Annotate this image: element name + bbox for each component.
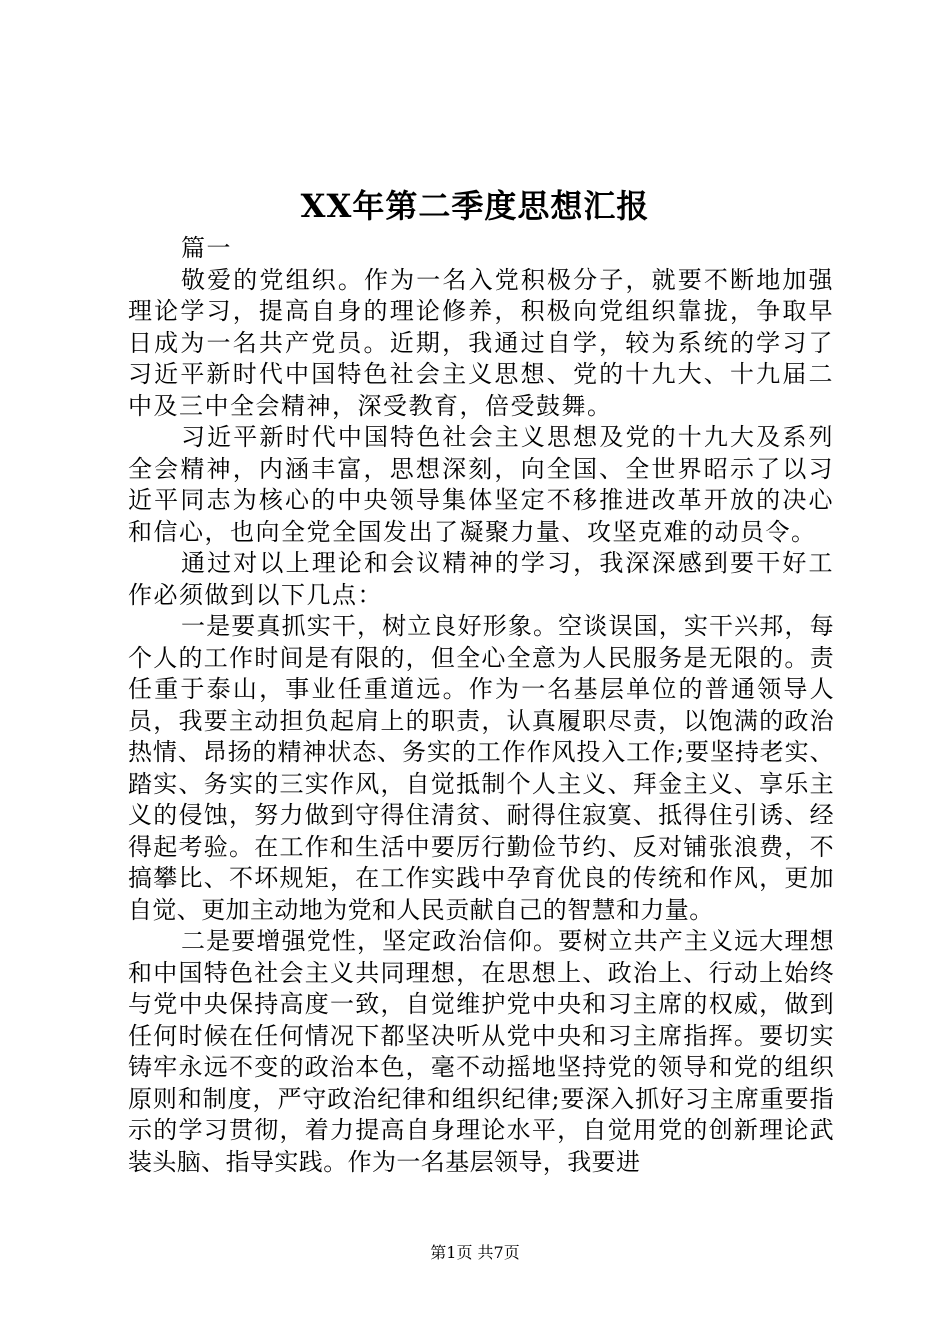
paragraph-thought: 习近平新时代中国特色社会主义思想及党的十九大及系列全会精神，内涵丰富，思想深刻，向全国、全世界昭示了以习近平同志为核心的中央领导集体坚定不移推进改革开放的决心和信心，也向全党全国发出了凝聚力量、攻坚克难的动员令。 — [128, 423, 834, 546]
document-body — [128, 233, 834, 1178]
document-title: XX年第二季度思想汇报 — [300, 187, 650, 225]
paragraph-point-one: 一是要真抓实干，树立良好形象。空谈误国，实干兴邦，每个人的工作时间是有限的，但全心全意为人民服务是无限的。责任重于泰山，事业任重道远。作为一名基层单位的普通领导人员，我要主动担负起肩上的职责，认真履职尽责，以饱满的政治热情、昂扬的精神状态、务实的工作作风投入工作;要坚持老实、踏实、务实的三实作风，自觉抵制个人主义、拜金主义、享乐主义的侵蚀，努力做到守得住清贫、耐得住寂寞、抵得住引诱、经得起考验。在工作和生活中要厉行勤俭节约、反对铺张浪费，不搞攀比、不坏规矩，在工作实践中孕育优良的传统和作风，更加自觉、更加主动地为党和人民贡献自己的智慧和力量。 — [128, 612, 834, 924]
paragraph-lead-in: 通过对以上理论和会议精神的学习，我深深感到要干好工作必须做到以下几点： — [128, 549, 834, 609]
paragraph-point-two: 二是要增强党性，坚定政治信仰。要树立共产主义远大理想和中国特色社会主义共同理想，在思想上、政治上、行动上始终与党中央保持高度一致，自觉维护党中央和习主席的权威，做到任何时候在任何情况下都坚决听从党中央和习主席指挥。要切实铸牢永远不变的政治本色，毫不动摇地坚持党的领导和党的组织原则和制度，严守政治纪律和组织纪律;要深入抓好习主席重要指示的学习贯彻，着力提高自身理论水平，自觉用党的创新理论武装头脑、指导实践。作为一名基层领导，我要进 — [128, 927, 834, 1176]
page-footer: 第1页 共7页 — [430, 1243, 520, 1262]
section-heading: 篇一 — [181, 234, 232, 262]
paragraph-intro: 敬爱的党组织。作为一名入党积极分子，就要不断地加强理论学习，提高自身的理论修养，积极向党组织靠拢，争取早日成为一名共产党员。近期，我通过自学，较为系统的学习了习近平新时代中国特色社会主义思想、党的十九大、十九届二中及三中全会精神，深受教育，倍受鼓舞。 — [128, 265, 834, 420]
